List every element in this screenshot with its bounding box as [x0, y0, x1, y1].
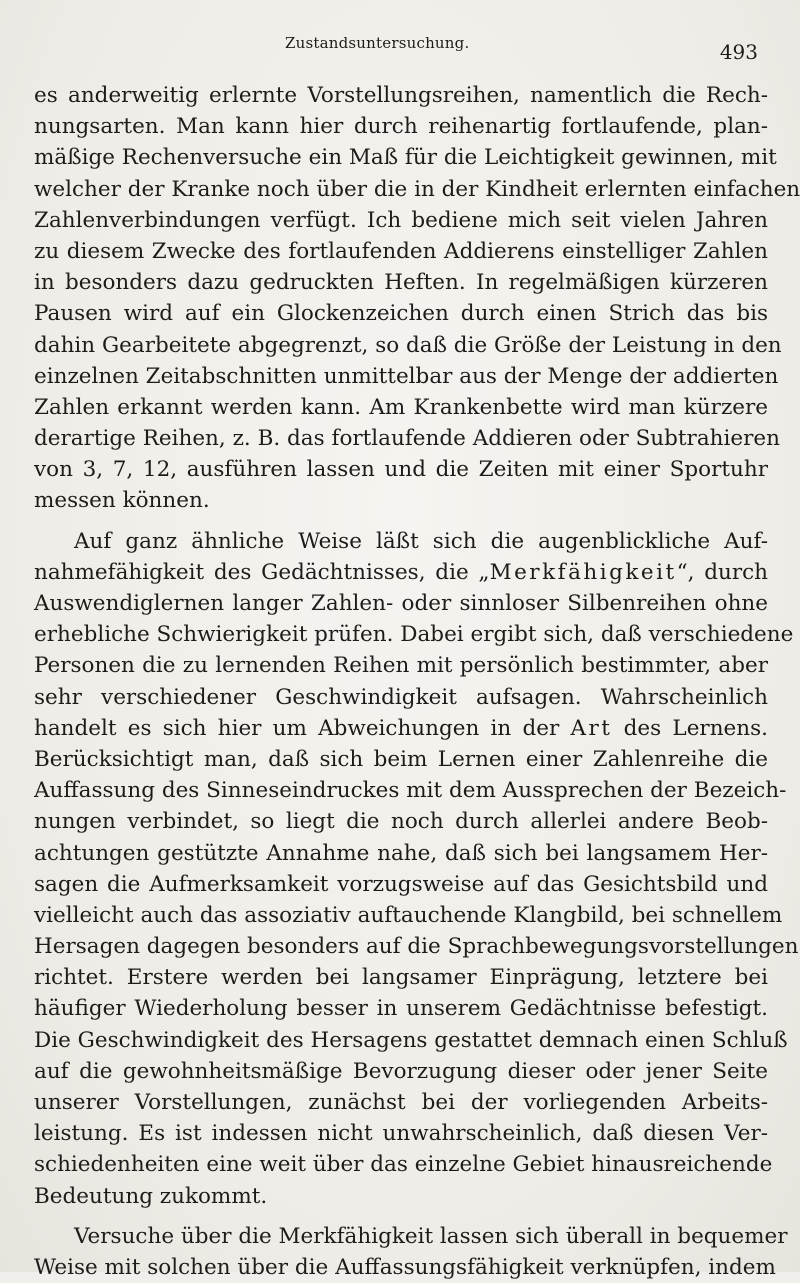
paragraph-3	[34, 1221, 788, 1283]
text-line: leistung. Es ist indessen nicht unwahrscheinlich, daß diesen Ver-	[34, 1121, 768, 1147]
text-line: erhebliche Schwierigkeit prüfen. Dabei ergibt sich, daß verschiedene	[34, 622, 794, 648]
text-line: Weise mit solchen über die Auffassungsfähigkeit verknüpfen, indem	[34, 1254, 776, 1280]
text-line	[34, 713, 768, 744]
page-number: 493	[719, 40, 758, 64]
text-body	[34, 80, 800, 1283]
line-segment-tail: des Lernens.	[612, 715, 768, 741]
text-line: Personen die zu lernenden Reihen mit persönlich bestimmter, aber	[34, 653, 768, 679]
paragraph-gap	[34, 517, 768, 526]
paragraph-gap	[34, 1212, 768, 1221]
text-line: achtungen gestützte Annahme nahe, daß sich bei langsamem Her-	[34, 840, 768, 866]
text-line: Hersagen dagegen besonders auf die Sprachbewegungsvorstellungen	[34, 934, 799, 960]
text-line: Zahlenverbindungen verfügt. Ich bediene mich seit vielen Jahren	[34, 207, 768, 233]
spaced-term-art: Art	[570, 715, 613, 741]
text-line: Bedeutung zukommt.	[34, 1183, 268, 1209]
text-line: vielleicht auch das assoziativ auftauchende Klangbild, bei schnellem	[34, 902, 783, 928]
text-line: Auswendiglernen langer Zahlen- oder sinnloser Silbenreihen ohne	[34, 591, 768, 616]
text-line: Auffassung des Sinneseindruckes mit dem Aussprechen der Bezeich-	[34, 778, 787, 804]
text-line: dahin Gearbeitete abgegrenzt, so daß die Größe der Leistung in den	[34, 332, 782, 358]
text-line: mäßige Rechenversuche ein Maß für die Leichtigkeit gewinnen, mit	[34, 145, 777, 171]
line-segment: nahmefähigkeit des Gedächtnisses, die	[34, 559, 469, 585]
paragraph-1	[34, 80, 800, 517]
text-line: einzelnen Zeitabschnitten unmittelbar aus der Menge der addierten	[34, 363, 779, 389]
text-line: richtet. Erstere werden bei langsamer Einprägung, letztere bei	[34, 965, 768, 991]
text-line: messen können.	[34, 488, 210, 514]
text-line: sehr verschiedener Geschwindigkeit aufsagen. Wahrscheinlich	[34, 684, 768, 710]
text-line: nungen verbindet, so liegt die noch durch allerlei andere Beob-	[34, 809, 768, 835]
text-line: Pausen wird auf ein Glockenzeichen durch einen Strich das bis	[34, 301, 768, 327]
text-line: Versuche über die Merkfähigkeit lassen sich überall in bequemer	[74, 1223, 788, 1249]
text-line: Berücksichtigt man, daß sich beim Lernen einer Zahlenreihe die	[34, 746, 768, 772]
text-line: schiedenheiten eine weit über das einzelne Gebiet hinausreichende	[34, 1152, 773, 1178]
text-line: auf die gewohnheitsmäßige Bevorzugung dieser oder jener Seite	[34, 1058, 768, 1084]
text-line: es anderweitig erlernte Vorstellungsreihen, namentlich die Rech-	[34, 83, 768, 108]
text-line: Die Geschwindigkeit des Hersagens gestattet demnach einen Schluß	[34, 1027, 788, 1053]
quote-open: „	[478, 559, 490, 585]
text-line: Auf ganz ähnliche Weise läßt sich die augenblickliche Auf-	[74, 528, 768, 554]
paragraph-2	[34, 526, 799, 1212]
text-line: unserer Vorstellungen, zunächst bei der vorliegenden Arbeits-	[34, 1090, 768, 1115]
text-line: derartige Reihen, z. B. das fortlaufende Addieren oder Subtrahieren	[34, 426, 780, 452]
text-line: häufiger Wiederholung besser in unserem Gedächtnisse befestigt.	[34, 996, 768, 1022]
text-line: sagen die Aufmerksamkeit vorzugsweise auf das Gesichtsbild und	[34, 871, 768, 897]
text-line	[34, 557, 768, 588]
text-line: Zahlen erkannt werden kann. Am Krankenbette wird man kürzere	[34, 394, 768, 420]
text-line: von 3, 7, 12, ausführen lassen und die Zeiten mit einer Sportuhr	[34, 457, 768, 483]
text-line: welcher der Kranke noch über die in der Kindheit erlernten einfachen	[34, 176, 800, 202]
quote-close: “, durch	[676, 559, 768, 585]
text-line: in besonders dazu gedruckten Heften. In regelmäßigen kürzeren	[34, 270, 768, 296]
text-line: zu diesem Zwecke des fortlaufenden Addierens einstelliger Zahlen	[34, 238, 768, 264]
text-line: nungsarten. Man kann hier durch reihenartig fortlaufende, plan-	[34, 114, 768, 140]
spaced-term-merkfaehigkeit: Merkfähigkeit	[489, 559, 677, 585]
line-segment: handelt es sich hier um Abweichungen in der	[34, 715, 560, 741]
running-head: Zustandsuntersuchung.	[285, 34, 470, 52]
